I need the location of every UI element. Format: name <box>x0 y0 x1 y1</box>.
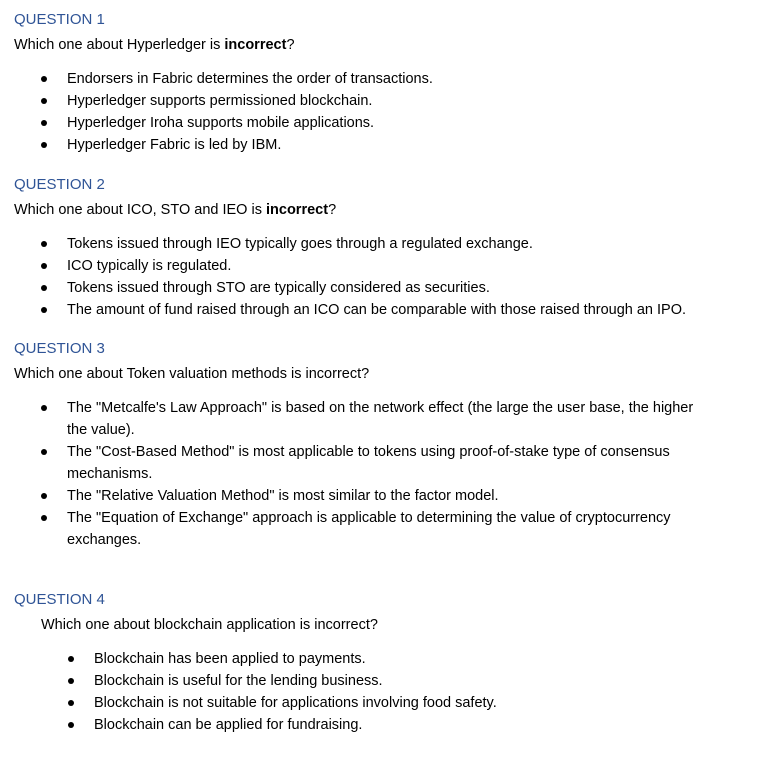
answer-text: The "Cost-Based Method" is most applicable to tokens using proof-of-stake type of consensus mechanisms. <box>67 444 670 482</box>
answer-option[interactable] <box>14 277 753 299</box>
answer-option[interactable] <box>14 507 753 551</box>
answer-text: Blockchain is useful for the lending business. <box>94 673 383 689</box>
bullet-icon <box>41 263 47 269</box>
answer-text: Endorsers in Fabric determines the order of transactions. <box>67 71 433 87</box>
question-4 <box>14 591 753 736</box>
answer-text: The "Metcalfe's Law Approach" is based on the network effect (the large the user base, the higher the value). <box>67 400 694 438</box>
answer-option[interactable] <box>14 134 753 156</box>
answer-text: Hyperledger Iroha supports mobile applications. <box>67 115 375 131</box>
bullet-icon <box>41 307 47 313</box>
prompt-text: Which one about Hyperledger is <box>14 37 225 53</box>
answer-text: Blockchain has been applied to payments. <box>94 651 366 667</box>
question-1 <box>14 11 753 156</box>
answer-list <box>14 397 753 551</box>
answer-option[interactable] <box>14 670 753 692</box>
bullet-icon <box>41 142 47 148</box>
answer-list <box>14 233 753 321</box>
bullet-icon <box>68 722 74 728</box>
answer-option[interactable] <box>14 485 753 507</box>
answer-text: The "Relative Valuation Method" is most similar to the factor model. <box>67 488 499 504</box>
answer-option[interactable] <box>14 90 753 112</box>
question-title: QUESTION 2 <box>14 176 105 193</box>
question-prompt <box>14 201 753 219</box>
answer-option[interactable] <box>14 397 753 441</box>
bullet-icon <box>68 656 74 662</box>
question-title: QUESTION 3 <box>14 340 105 357</box>
answer-option[interactable] <box>14 68 753 90</box>
answer-text: Blockchain is not suitable for applications involving food safety. <box>94 695 497 711</box>
answer-option[interactable] <box>14 714 753 736</box>
answer-text: ICO typically is regulated. <box>67 258 232 274</box>
question-3 <box>14 340 753 551</box>
bullet-icon <box>41 449 47 455</box>
answer-option[interactable] <box>14 441 753 485</box>
answer-text: Tokens issued through STO are typically considered as securities. <box>67 280 490 296</box>
bullet-icon <box>41 405 47 411</box>
prompt-bold-text: incorrect <box>266 202 329 218</box>
answer-text: The "Equation of Exchange" approach is applicable to determining the value of cryptocurrency exchanges. <box>67 510 671 548</box>
answer-option[interactable] <box>14 299 753 321</box>
question-title: QUESTION 4 <box>14 591 105 608</box>
answer-text: Hyperledger Fabric is led by IBM. <box>67 137 282 153</box>
prompt-bold-text: incorrect <box>224 37 287 53</box>
answer-text: Blockchain can be applied for fundraising. <box>94 717 363 733</box>
question-prompt: Which one about Token valuation methods is incorrect? <box>14 366 370 382</box>
bullet-icon <box>41 241 47 247</box>
prompt-text-end: ? <box>286 37 295 53</box>
question-prompt <box>14 36 753 54</box>
answer-text: Hyperledger supports permissioned blockchain. <box>67 93 373 109</box>
answer-text: Tokens issued through IEO typically goes through a regulated exchange. <box>67 236 533 252</box>
question-2 <box>14 176 753 321</box>
question-title: QUESTION 1 <box>14 11 105 28</box>
bullet-icon <box>68 700 74 706</box>
answer-text: The amount of fund raised through an ICO can be comparable with those raised through an IPO. <box>67 302 687 318</box>
answer-list <box>14 68 753 156</box>
bullet-icon <box>41 285 47 291</box>
bullet-icon <box>41 98 47 104</box>
answer-list <box>14 648 753 736</box>
answer-option[interactable] <box>14 255 753 277</box>
bullet-icon <box>41 493 47 499</box>
question-prompt: Which one about blockchain application is incorrect? <box>41 617 378 633</box>
bullet-icon <box>41 76 47 82</box>
prompt-text: Which one about ICO, STO and IEO is <box>14 202 266 218</box>
answer-option[interactable] <box>14 648 753 670</box>
prompt-text-end: ? <box>328 202 337 218</box>
bullet-icon <box>41 120 47 126</box>
answer-option[interactable] <box>14 112 753 134</box>
answer-option[interactable] <box>14 233 753 255</box>
answer-option[interactable] <box>14 692 753 714</box>
bullet-icon <box>68 678 74 684</box>
bullet-icon <box>41 515 47 521</box>
